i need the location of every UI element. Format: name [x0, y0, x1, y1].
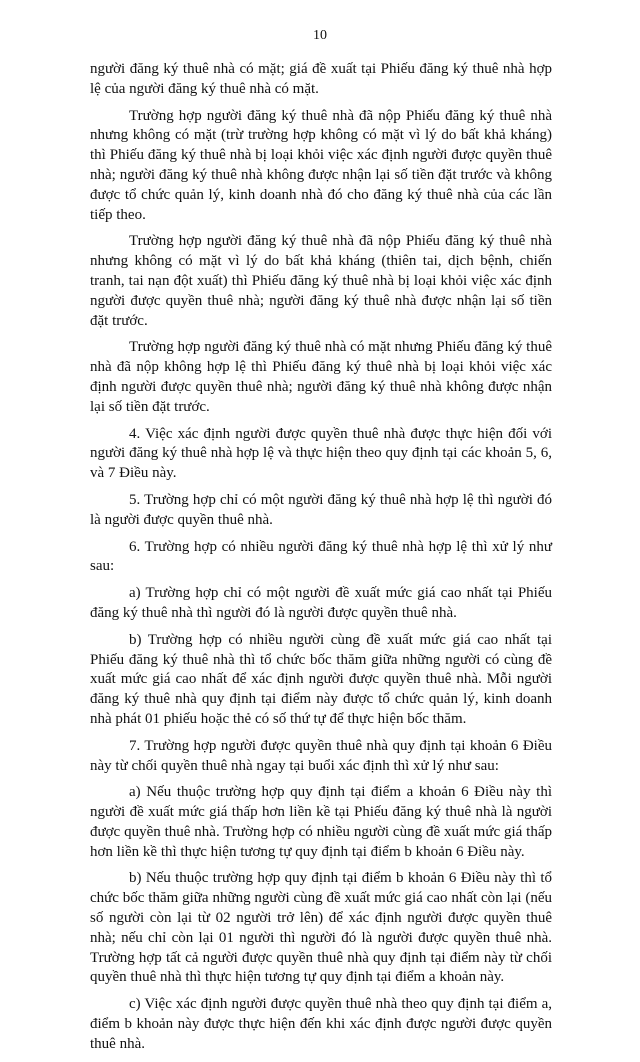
clause-5: 5. Trường hợp chỉ có một người đăng ký thuê nhà hợp lệ thì người đó là người được quyền thuê nhà. [90, 491, 552, 528]
clause-7-point-b: b) Nếu thuộc trường hợp quy định tại điểm b khoản 6 Điều này thì tổ chức bốc thăm giữa những người cùng đề xuất mức giá cao nhất còn lại (nếu số người còn lại từ 02 người trở lên) để xác định người được quyền thuê nhà; nếu chỉ còn lại 01 người thì người đó là người được quyền thuê nhà. Trường hợp tất cả người được quyền thuê nhà quy định tại điểm này từ chối quyền thuê nhà thì thực hiện tương tự quy định tại điểm a khoản này. [90, 870, 552, 986]
paragraph-continuation: người đăng ký thuê nhà có mặt; giá đề xuất tại Phiếu đăng ký thuê nhà hợp lệ của người đăng ký thuê nhà có mặt. [90, 61, 552, 97]
paragraph-absent-without-reason: Trường hợp người đăng ký thuê nhà đã nộp Phiếu đăng ký thuê nhà nhưng không có mặt (trừ trường hợp không có mặt vì lý do bất khả kháng) thì Phiếu đăng ký thuê nhà bị loại khỏi việc xác định người được quyền thuê nhà; người đăng ký thuê nhà không được nhận lại số tiền đặt trước và không được tổ chức quản lý, kinh doanh nhà đó cho đăng ký thuê nhà của các lần tiếp theo. [90, 107, 552, 223]
clause-7-point-c: c) Việc xác định người được quyền thuê nhà theo quy định tại điểm a, điểm b khoản này được thực hiện đến khi xác định được người được quyền thuê nhà. [90, 996, 552, 1052]
document-body [90, 60, 552, 1062]
page-number: 10 [313, 28, 327, 43]
clause-7-point-a: a) Nếu thuộc trường hợp quy định tại điểm a khoản 6 Điều này thì người đề xuất mức giá thấp hơn liền kề tại Phiếu đăng ký thuê nhà là người được quyền thuê nhà. Trường hợp có nhiều người cùng đề xuất mức giá thấp hơn liền kề thì thực hiện tương tự quy định tại điểm b khoản 6 Điều này. [90, 784, 552, 860]
clause-4: 4. Việc xác định người được quyền thuê nhà được thực hiện đối với người đăng ký thuê nhà hợp lệ và thực hiện theo quy định tại các khoản 5, 6, và 7 Điều này. [90, 425, 552, 482]
clause-6-point-a: a) Trường hợp chỉ có một người đề xuất mức giá cao nhất tại Phiếu đăng ký thuê nhà thì người đó là người được quyền thuê nhà. [90, 585, 552, 621]
paragraph-invalid-form: Trường hợp người đăng ký thuê nhà có mặt nhưng Phiếu đăng ký thuê nhà đã nộp không hợp lệ thì Phiếu đăng ký thuê nhà bị loại khỏi việc xác định người được quyền thuê nhà; người đăng ký thuê nhà không được nhận lại số tiền đặt trước. [90, 339, 552, 415]
paragraph-absent-force-majeure: Trường hợp người đăng ký thuê nhà đã nộp Phiếu đăng ký thuê nhà nhưng không có mặt vì lý do bất khả kháng (thiên tai, dịch bệnh, chiến tranh, tai nạn đột xuất) thì Phiếu đăng ký thuê nhà bị loại khỏi việc xác định người được quyền thuê nhà; người đăng ký thuê nhà được nhận lại số tiền đặt trước. [90, 233, 552, 329]
clause-6: 6. Trường hợp có nhiều người đăng ký thuê nhà hợp lệ thì xử lý như sau: [90, 538, 552, 575]
clause-7: 7. Trường hợp người được quyền thuê nhà quy định tại khoản 6 Điều này từ chối quyền thuê nhà ngay tại buổi xác định thì xử lý như sau: [90, 737, 552, 774]
clause-6-point-b: b) Trường hợp có nhiều người cùng đề xuất mức giá cao nhất tại Phiếu đăng ký thuê nhà thì tổ chức bốc thăm giữa những người có cùng đề xuất mức giá cao nhất để xác định người được quyền thuê nhà. Mỗi người đăng ký thuê nhà quy định tại điểm này được tổ chức quản lý, kinh doanh nhà phát 01 phiếu hoặc thẻ có số thứ tự để thực hiện bốc thăm. [90, 631, 552, 727]
